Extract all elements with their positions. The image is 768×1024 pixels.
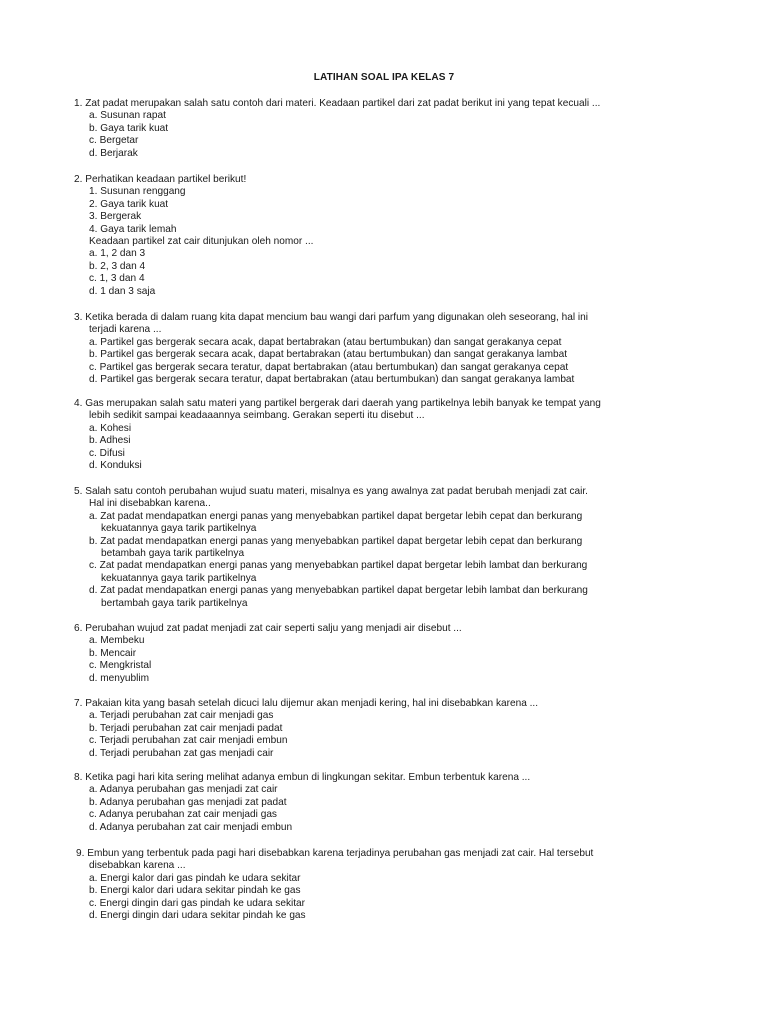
- option-d: d. Partikel gas bergerak secara teratur, dapat bertabrakan (atau bertumbukan) dan sangat gerakanya lambat: [89, 374, 575, 385]
- question-text: 3. Ketika berada di dalam ruang kita dapat mencium bau wangi dari parfum yang digunakan oleh seseorang, hal ini: [74, 312, 588, 323]
- option-b: b. Adanya perubahan gas menjadi zat padat: [89, 796, 287, 808]
- option-a: a. Terjadi perubahan zat cair menjadi gas: [89, 710, 274, 722]
- option-a: a. 1, 2 dan 3: [89, 248, 146, 260]
- question-text-cont: disebabkan karena ...: [89, 860, 186, 872]
- option-a: a. Susunan rapat: [89, 110, 166, 122]
- option-b: b. Energi kalor dari udara sekitar pindah ke gas: [89, 885, 301, 897]
- option-d: d. Adanya perubahan zat cair menjadi embun: [89, 821, 293, 833]
- option-a: a. Zat padat mendapatkan energi panas yang menyebabkan partikel dapat bergetar lebih cepat dan berkurang: [89, 510, 583, 522]
- question-text: 6. Perubahan wujud zat padat menjadi zat cair seperti salju yang menjadi air disebut ...: [74, 623, 462, 634]
- option-a-cont: kekuatannya gaya tarik partikelnya: [101, 523, 257, 535]
- option-c: c. Energi dingin dari gas pindah ke udara sekitar: [89, 897, 306, 909]
- question-text: 2. Perhatikan keadaan partikel berikut!: [74, 174, 247, 185]
- option-a: a. Adanya perubahan gas menjadi zat cair: [89, 784, 278, 796]
- option-a: a. Kohesi: [89, 422, 132, 434]
- option-c-cont: kekuatannya gaya tarik partikelnya: [101, 572, 257, 584]
- option-d: d. Energi dingin dari udara sekitar pindah ke gas: [89, 910, 306, 921]
- option-c: c. 1, 3 dan 4: [89, 273, 145, 285]
- option-b: b. 2, 3 dan 4: [89, 260, 146, 272]
- option-c: c. Mengkristal: [89, 660, 152, 672]
- option-d: d. Konduksi: [89, 460, 142, 471]
- question-text-cont: lebih sedikit sampai keadaaannya seimbang. Gerakan seperti itu disebut ...: [89, 410, 425, 422]
- question-text: 9. Embun yang terbentuk pada pagi hari disebabkan karena terjadinya perubahan gas menjadi zat cair. Hal tersebut: [76, 848, 594, 859]
- option-d-cont: bertambah gaya tarik partikelnya: [101, 597, 248, 609]
- option-c: c. Terjadi perubahan zat cair menjadi embun: [89, 735, 288, 747]
- option-b: b. Gaya tarik kuat: [89, 122, 169, 134]
- question-text: 5. Salah satu contoh perubahan wujud suatu materi, misalnya es yang awalnya zat padat berubah menjadi zat cair.: [74, 486, 588, 497]
- option-c: c. Zat padat mendapatkan energi panas yang menyebabkan partikel dapat bergetar lebih lambat dan berkurang: [89, 560, 588, 572]
- question-text: 7. Pakaian kita yang basah setelah dicuci lalu dijemur akan menjadi kering, hal ini disebabkan karena ...: [74, 698, 539, 709]
- list-item-4: 4. Gaya tarik lemah: [89, 223, 177, 235]
- option-d: d. menyublim: [89, 672, 150, 684]
- question-text-cont: Hal ini disebabkan karena..: [89, 498, 211, 510]
- option-b: b. Terjadi perubahan zat cair menjadi padat: [89, 722, 283, 734]
- question-text-cont: terjadi karena ...: [89, 324, 162, 336]
- option-c: c. Bergetar: [89, 135, 139, 147]
- question-prompt: Keadaan partikel zat cair ditunjukan oleh nomor ...: [89, 236, 314, 247]
- option-d: d. Terjadi perubahan zat gas menjadi cair: [89, 747, 274, 759]
- option-d: d. Zat padat mendapatkan energi panas yang menyebabkan partikel dapat bergetar lebih lambat dan berkurang: [89, 585, 588, 597]
- option-b: b. Zat padat mendapatkan energi panas yang menyebabkan partikel dapat bergetar lebih cepat dan berkurang: [89, 535, 583, 547]
- option-b: b. Mencair: [89, 647, 137, 659]
- option-c: c. Difusi: [89, 447, 125, 459]
- question-text: 1. Zat padat merupakan salah satu contoh dari materi. Keadaan partikel dari zat padat berikut ini yang tepat kecuali ...: [74, 98, 601, 109]
- option-d: d. 1 dan 3 saja: [89, 285, 156, 297]
- option-a: a. Energi kalor dari gas pindah ke udara sekitar: [89, 872, 301, 884]
- option-b: b. Partikel gas bergerak secara acak, dapat bertabrakan (atau bertumbukan) dan sangat gerakanya lambat: [89, 349, 568, 361]
- question-text: 8. Ketika pagi hari kita sering melihat adanya embun di lingkungan sekitar. Embun terbentuk karena ...: [74, 772, 531, 783]
- option-a: a. Partikel gas bergerak secara acak, dapat bertabrakan (atau bertumbukan) dan sangat gerakanya cepat: [89, 336, 562, 348]
- option-d: d. Berjarak: [89, 147, 138, 159]
- list-item-3: 3. Bergerak: [89, 211, 142, 223]
- page-title: LATIHAN SOAL IPA KELAS 7: [313, 72, 455, 83]
- option-c: c. Partikel gas bergerak secara teratur, dapat bertabrakan (atau bertumbukan) dan sangat gerakanya cepat: [89, 361, 569, 373]
- option-a: a. Membeku: [89, 635, 145, 647]
- option-c: c. Adanya perubahan zat cair menjadi gas: [89, 809, 277, 821]
- question-text: 4. Gas merupakan salah satu materi yang partikel bergerak dari daerah yang partikelnya lebih banyak ke tempat yang: [74, 398, 601, 409]
- option-b: b. Adhesi: [89, 435, 131, 447]
- option-b-cont: betambah gaya tarik partikelnya: [101, 548, 245, 559]
- list-item-2: 2. Gaya tarik kuat: [89, 198, 169, 210]
- list-item-1: 1. Susunan renggang: [89, 186, 186, 198]
